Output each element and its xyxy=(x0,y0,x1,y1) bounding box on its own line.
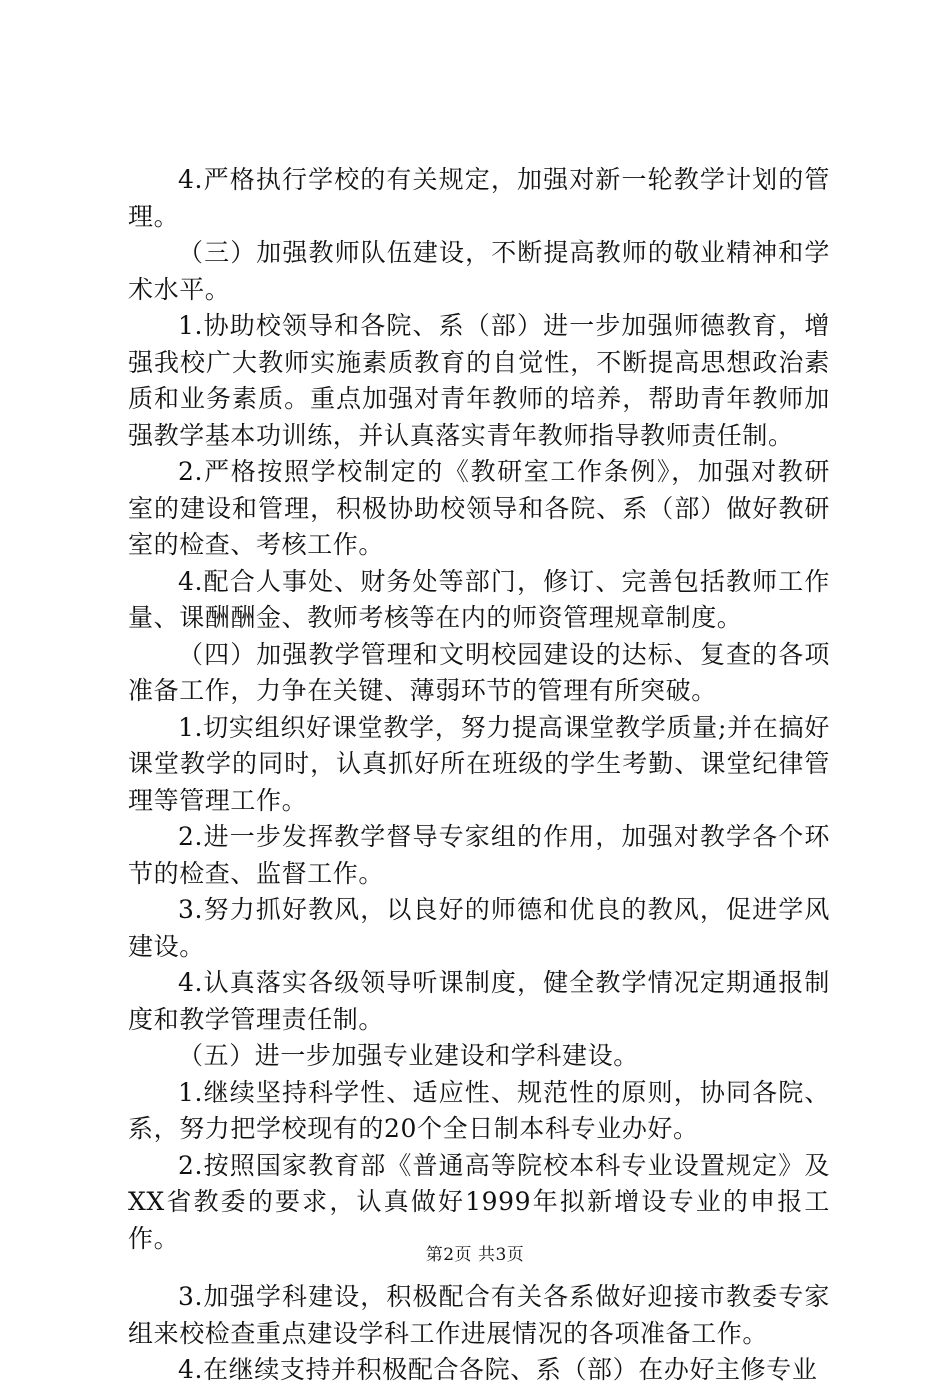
paragraph-classroom-teaching: 1.切实组织好课堂教学，努力提高课堂教学质量;并在搞好课堂教学的同时，认真抓好所在班级的学生考勤、课堂纪律管理等管理工作。 xyxy=(128,712,830,815)
paragraph-undergraduate-majors: 1.继续坚持科学性、适应性、规范性的原则，协同各院、系，努力把学校现有的20个全日制本科专业办好。 xyxy=(128,1077,830,1143)
paragraph-item-4-teaching-plan: 4.严格执行学校的有关规定，加强对新一轮教学计划的管理。 xyxy=(128,165,830,231)
paragraph-discipline-construction: 3.加强学科建设，积极配合有关各系做好迎接市教委专家组来校检查重点建设学科工作进展情况的各项准备工作。 xyxy=(128,1282,830,1348)
section-heading-4: （四）加强教学管理和文明校园建设的达标、复查的各项准备工作，力争在关键、薄弱环节的管理有所突破。 xyxy=(128,639,830,705)
paragraph-hr-regulations: 4.配合人事处、财务处等部门，修订、完善包括教师工作量、课酬酬金、教师考核等在内的师资管理规章制度。 xyxy=(128,566,830,632)
paragraph-teacher-ethics: 1.协助校领导和各院、系（部）进一步加强师德教育，增强我校广大教师实施素质教育的自觉性，不断提高思想政治素质和业务素质。重点加强对青年教师的培养，帮助青年教师加强教学基本功训练，并认真落实青年教师指导教师责任制。 xyxy=(128,311,830,450)
paragraph-supervision-group: 2.进一步发挥教学督导专家组的作用，加强对教学各个环节的检查、监督工作。 xyxy=(128,822,830,888)
page-number-footer: 第2页 共3页 xyxy=(425,1245,525,1265)
document-body xyxy=(128,162,830,1389)
paragraph-teaching-style: 3.努力抓好教风，以良好的师德和优良的教风，促进学风建设。 xyxy=(128,895,830,961)
paragraph-lecture-audit: 4.认真落实各级领导听课制度，健全教学情况定期通报制度和教学管理责任制。 xyxy=(128,968,830,1034)
paragraph-major-support: 4.在继续支持并积极配合各院、系（部）在办好主修专业 xyxy=(178,1355,818,1384)
paragraph-teaching-office: 2.严格按照学校制定的《教研室工作条例》，加强对教研室的建设和管理，积极协助校领导和各院、系（部）做好教研室的检查、考核工作。 xyxy=(128,457,830,559)
section-heading-3: （三）加强教师队伍建设，不断提高教师的敬业精神和学术水平。 xyxy=(128,238,830,304)
section-heading-5: （五）进一步加强专业建设和学科建设。 xyxy=(178,1041,639,1070)
paragraph-new-major-application: 2.按照国家教育部《普通高等院校本科专业设置规定》及XX省教委的要求，认真做好1999年拟新增设专业的申报工作。 xyxy=(128,1150,830,1253)
